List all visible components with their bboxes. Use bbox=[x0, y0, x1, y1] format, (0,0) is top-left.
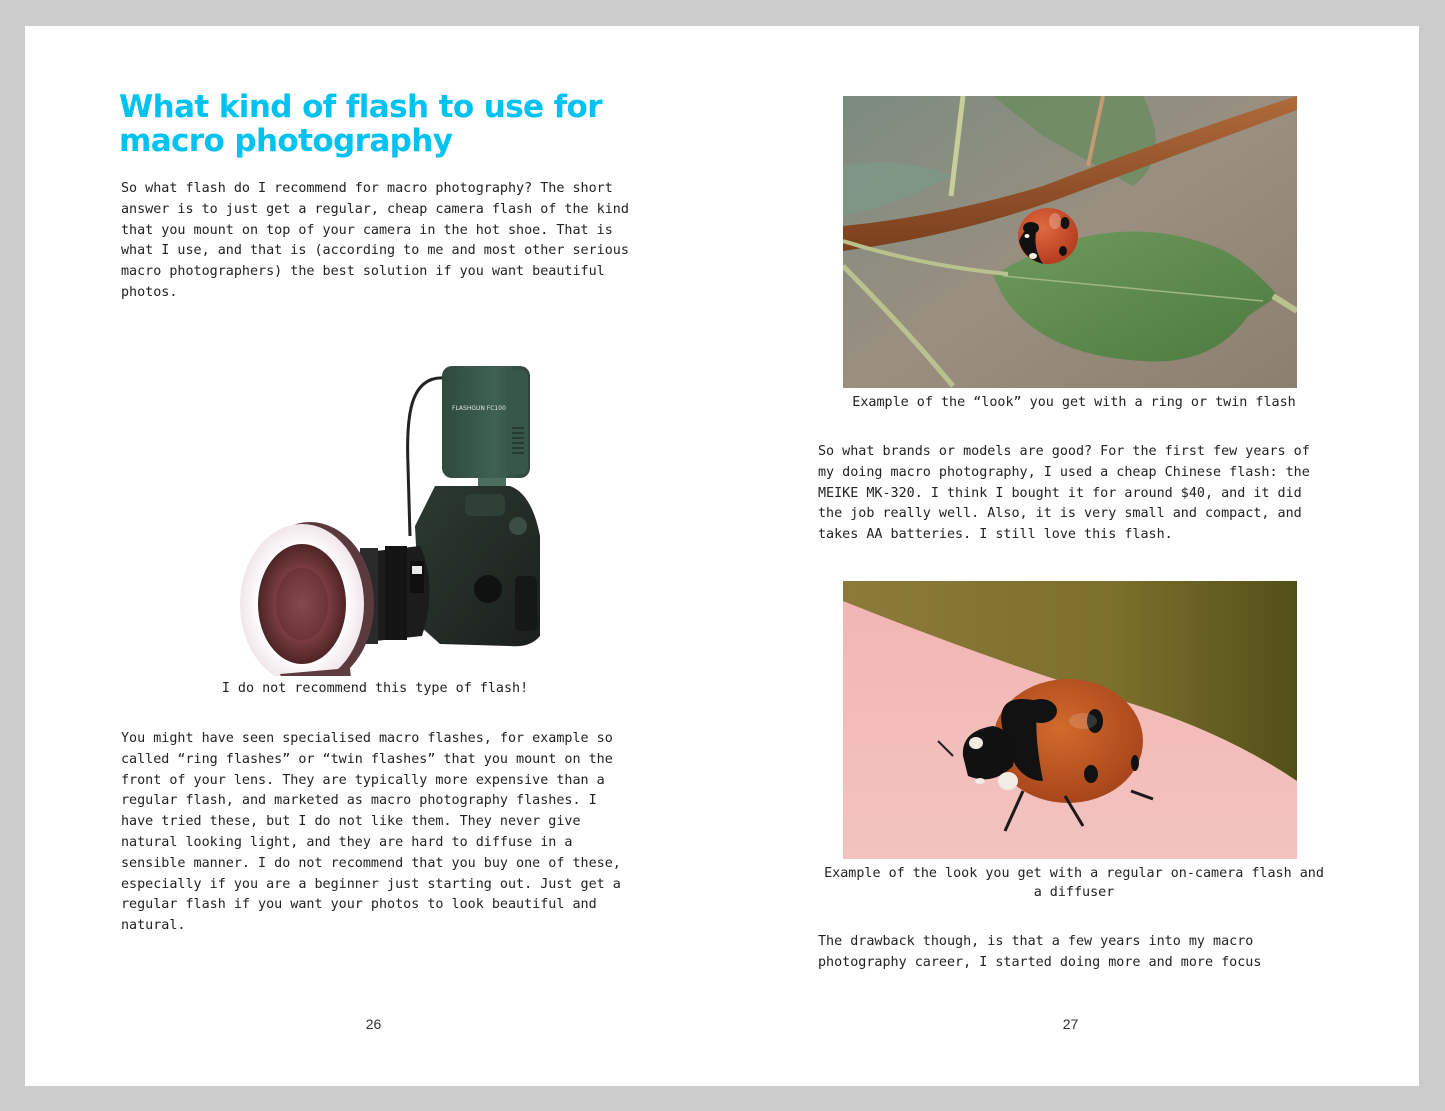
svg-text:FLASHGUN FC100: FLASHGUN FC100 bbox=[452, 405, 506, 412]
ring-flash-paragraph: You might have seen specialised macro flashes, for example so called “ring flashes” or “twin flashes” that you mount on the front of your lens. They are typically more expensive than a regular flash, and marketed as macro photography flashes. I have tried these, but I do not like them. They never give natural looking light, and they are hard to diffuse in a sensible manner. I do not recommend that you buy one of these, especially if you are a beginner just starting out. Just get a regular flash if you want your photos to look beautiful and natural. bbox=[121, 731, 621, 934]
page-number: 27 bbox=[1062, 1016, 1079, 1032]
ring-flash-icon bbox=[240, 522, 374, 676]
page-number: 26 bbox=[365, 1016, 382, 1032]
left-page bbox=[25, 26, 722, 1086]
intro-paragraph: So what flash do I recommend for macro photography? The short answer is to just get a regular, cheap camera flash of the kind that you mount on top of your camera in the hot shoe. That is what I use, and that is (according to me and most other serious macro photographers) the best solution if you want beautiful photos. bbox=[121, 181, 629, 300]
ladybug-on-skin-image bbox=[843, 581, 1297, 859]
brands-paragraph: So what brands or models are good? For the first few years of my doing macro photography, I used a cheap Chinese flash: the MEIKE MK-320. I think I bought it for around $40, and it did the job really well. Also, it is very small and compact, and takes AA batteries. I still love this flash. bbox=[818, 444, 1310, 543]
page-title: What kind of flash to use for macro photography bbox=[119, 89, 602, 159]
right-page bbox=[722, 26, 1419, 1086]
figure-caption: Example of the look you get with a regular on-camera flash and a diffuser bbox=[824, 866, 1324, 900]
flash-controller-icon bbox=[442, 366, 530, 487]
figure-caption: I do not recommend this type of flash! bbox=[221, 681, 529, 696]
ladybug-on-leaf-image bbox=[843, 96, 1297, 388]
book-spread bbox=[25, 26, 1419, 1086]
drawback-paragraph: The drawback though, is that a few years into my macro photography career, I started doing more and more focus bbox=[818, 934, 1262, 970]
figure-caption: Example of the “look” you get with a ring or twin flash bbox=[852, 395, 1296, 410]
ring-flash-camera-image bbox=[210, 336, 540, 676]
camera-body-icon bbox=[415, 486, 540, 646]
ladybug-icon bbox=[1018, 208, 1078, 264]
